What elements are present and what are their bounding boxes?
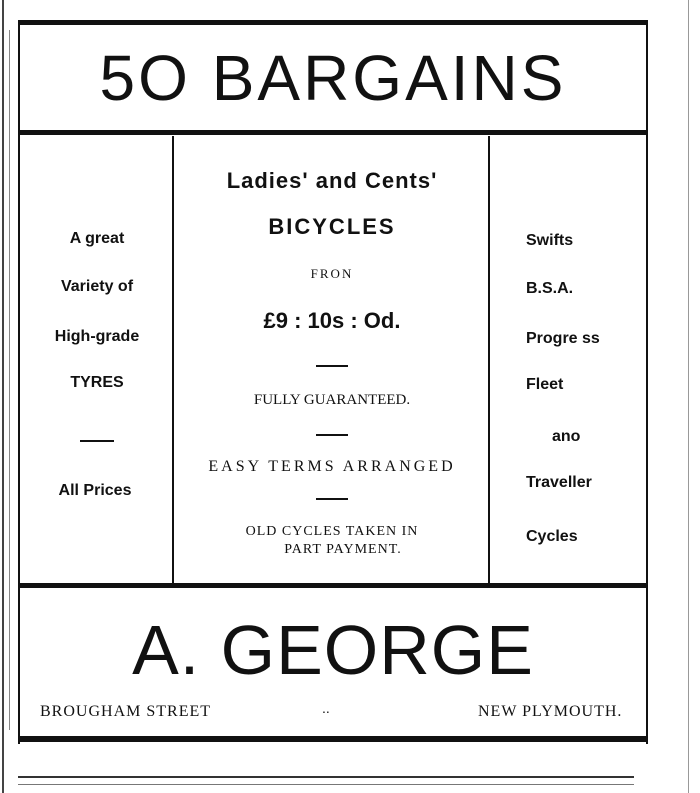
trade-in-line-1: OLD CYCLES TAKEN IN — [245, 524, 419, 539]
merchant-town: NEW PLYMOUTH. — [478, 703, 623, 720]
left-line-4: TYRES — [70, 374, 124, 391]
price: £9 : 10s : Od. — [263, 308, 401, 333]
bottom-rule — [18, 736, 648, 742]
guarantee-text: FULLY GUARANTEED. — [253, 392, 411, 408]
merchant-name: A. GEORGE — [132, 611, 534, 689]
left-line-3: High-grade — [54, 328, 140, 345]
columns-bottom-rule — [18, 583, 648, 588]
mid-dash-2 — [316, 434, 348, 436]
brand-fleet: Fleet — [526, 376, 564, 393]
address-separator: .. — [322, 700, 330, 716]
from-label: FRON — [310, 266, 354, 281]
mid-dash-3 — [316, 498, 348, 500]
column-divider-left — [172, 136, 174, 584]
bicycles-column — [176, 148, 488, 578]
terms-text: EASY TERMS ARRANGED — [208, 458, 456, 475]
brand-bsa: B.S.A. — [526, 280, 574, 297]
brand-traveller: Traveller — [526, 474, 592, 491]
brand-progress: Progre ss — [526, 330, 600, 347]
next-ad-rule-2 — [18, 784, 634, 785]
page-edge-left-inner — [9, 30, 10, 730]
headline-rule — [18, 130, 648, 135]
brand-swifts: Swifts — [526, 232, 574, 249]
left-dash — [80, 440, 114, 442]
headline: 5O BARGAINS — [99, 42, 567, 114]
next-ad-rule — [18, 776, 634, 778]
brands-column — [492, 148, 644, 578]
trade-in-line-2: PART PAYMENT. — [284, 542, 402, 557]
brand-cycles: Cycles — [526, 528, 578, 545]
mid-dash-1 — [316, 365, 348, 367]
bicycles-label: BICYCLES — [268, 214, 396, 239]
left-line-2: Variety of — [60, 278, 134, 295]
page-edge-left — [2, 0, 4, 793]
left-line-1: A great — [69, 230, 125, 247]
merchant-street: BROUGHAM STREET — [40, 703, 212, 720]
page-edge-right — [688, 0, 689, 793]
column-divider-right — [488, 136, 490, 584]
bicycles-heading: Ladies' and Cents' — [226, 168, 438, 193]
left-line-5: All Prices — [58, 482, 132, 499]
tyres-column — [22, 148, 172, 578]
brand-and: ano — [552, 428, 581, 445]
top-rule — [18, 20, 648, 25]
